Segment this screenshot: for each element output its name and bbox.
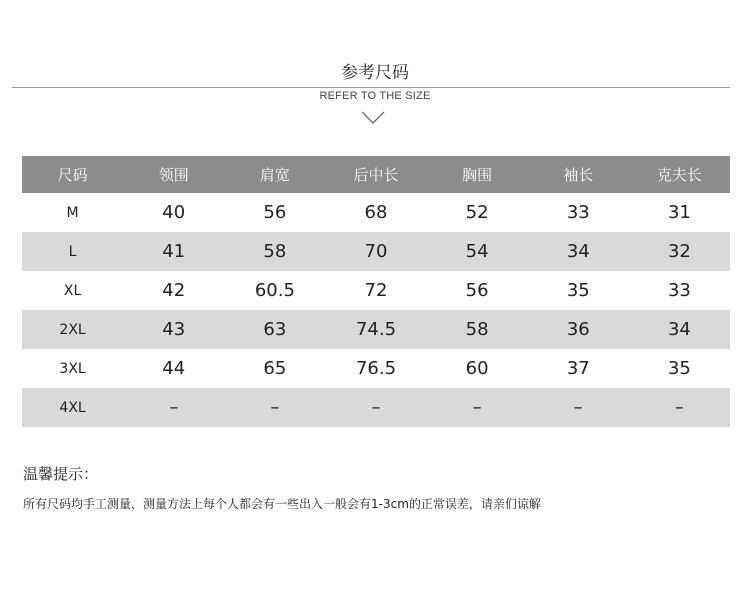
table-cell: 70 (325, 232, 426, 271)
table-cell: – (528, 388, 629, 427)
table-row (22, 232, 730, 271)
table-cell: 32 (629, 232, 730, 271)
size-cell: L (22, 232, 123, 271)
page-title: 参考尺码 (341, 63, 409, 83)
table-row (22, 193, 730, 232)
table-row (22, 349, 730, 388)
size-cell: XL (63, 282, 82, 299)
table-cell: 34 (629, 310, 730, 349)
size-cell: 4XL (22, 388, 123, 427)
table-cell: 60 (465, 358, 489, 379)
table-row (22, 310, 730, 349)
column-header-chest: 胸围 (427, 156, 528, 193)
table-cell: 68 (364, 202, 388, 223)
column-header-neck: 领围 (123, 156, 224, 193)
size-cell: 3XL (59, 360, 86, 377)
table-cell: 42 (162, 280, 186, 301)
chevron-down-icon (361, 111, 385, 125)
column-header-back-length: 后中长 (325, 156, 426, 193)
column-header-shoulder: 肩宽 (224, 156, 325, 193)
table-row (22, 388, 730, 427)
table-cell: 52 (465, 202, 489, 223)
table-header-row (22, 156, 730, 193)
table-cell: – (123, 388, 224, 427)
table-cell: 40 (162, 202, 186, 223)
table-cell: 58 (427, 310, 528, 349)
size-cell: M (66, 204, 79, 221)
table-cell: 72 (364, 280, 388, 301)
note-title: 温馨提示： (23, 465, 99, 483)
table-cell: – (629, 388, 730, 427)
table-row (22, 271, 730, 310)
table-cell: 41 (123, 232, 224, 271)
table-cell: 60.5 (254, 280, 295, 301)
table-cell: 43 (123, 310, 224, 349)
table-cell: – (325, 388, 426, 427)
table-cell: 34 (528, 232, 629, 271)
column-header-cuff: 克夫长 (629, 156, 730, 193)
table-cell: 74.5 (325, 310, 426, 349)
page-subtitle: REFER TO THE SIZE (319, 90, 431, 102)
table-cell: 44 (162, 358, 186, 379)
table-cell: 63 (224, 310, 325, 349)
table-cell: 33 (667, 280, 691, 301)
table-cell: 65 (263, 358, 287, 379)
table-cell: 36 (528, 310, 629, 349)
title-divider (12, 87, 730, 88)
table-cell: 35 (566, 280, 590, 301)
table-cell: 56 (465, 280, 489, 301)
table-cell: 31 (667, 202, 691, 223)
note-text: 所有尺码均手工测量，测量方法上每个人都会有一些出入一般会有1-3cm的正常误差，请亲们谅解 (23, 497, 541, 511)
table-cell: 54 (427, 232, 528, 271)
column-header-size: 尺码 (22, 156, 123, 193)
column-header-sleeve: 袖长 (528, 156, 629, 193)
size-cell: 2XL (22, 310, 123, 349)
size-chart-table (22, 156, 730, 427)
table-cell: 56 (263, 202, 287, 223)
table-cell: 37 (566, 358, 590, 379)
table-cell: – (427, 388, 528, 427)
table-cell: 35 (667, 358, 691, 379)
table-cell: – (224, 388, 325, 427)
table-cell: 58 (224, 232, 325, 271)
table-cell: 33 (566, 202, 590, 223)
table-cell: 76.5 (355, 358, 397, 379)
